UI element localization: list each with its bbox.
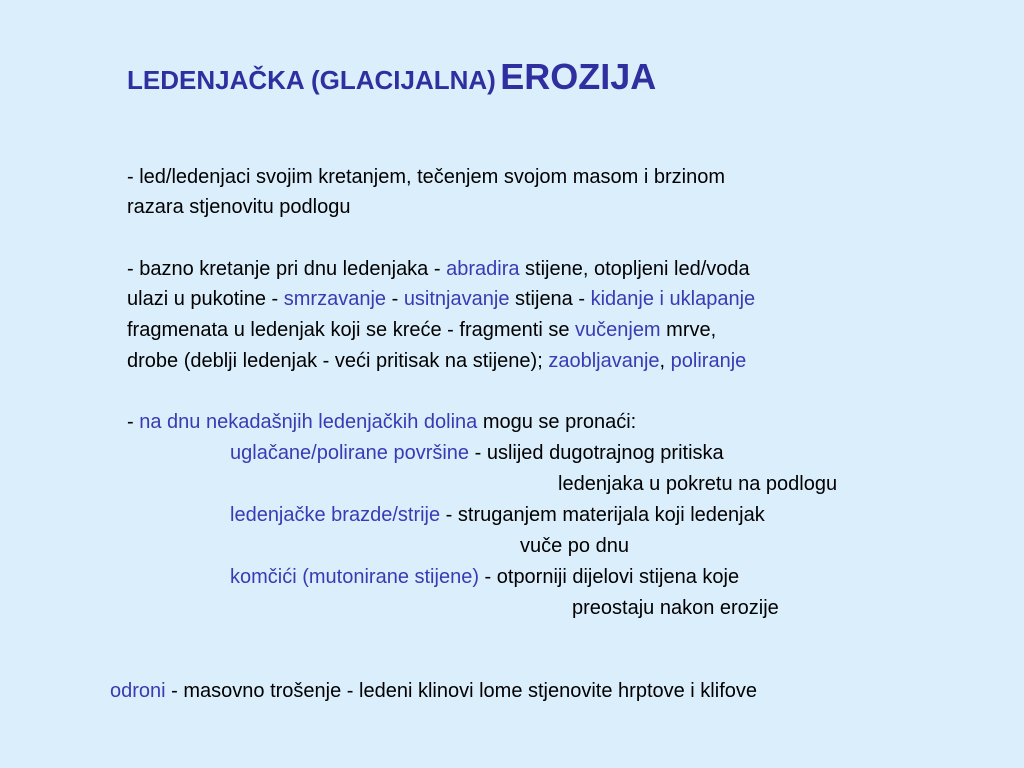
text: - uslijed dugotrajnog pritiska — [469, 442, 724, 464]
text: mogu se pronaći: — [477, 411, 637, 433]
p3-line-1 — [127, 407, 636, 437]
p3-item-1-cont: ledenjaka u pokretu na podlogu — [558, 473, 838, 495]
text: fragmenata u ledenjak koji se kreće - fragmenti se — [127, 319, 575, 341]
text: - masovno trošenje - ledeni klinovi lome stjenovite hrptove i klifove — [165, 680, 757, 702]
text: drobe (deblji ledenjak - veći pritisak na stijene); — [127, 350, 549, 372]
term-abradira: abradira — [446, 258, 520, 280]
text: - bazno kretanje pri dnu ledenjaka - — [127, 258, 447, 280]
term-poliranje: poliranje — [670, 350, 747, 372]
term-smrzavanje: smrzavanje — [283, 288, 387, 310]
text: - otporniji dijelovi stijena koje — [478, 566, 740, 588]
footer-line — [110, 676, 757, 706]
p1-line-2: razara stjenovitu podlogu — [127, 196, 351, 218]
p2-line-4 — [127, 346, 746, 376]
term-usitnjavanje: usitnjavanje — [403, 288, 510, 310]
p2-line-1 — [127, 254, 750, 284]
p2-line-2 — [127, 284, 755, 314]
term-odroni: odroni — [110, 680, 166, 702]
text: , — [659, 350, 671, 372]
text: - — [127, 411, 140, 433]
p2-line-3 — [127, 315, 716, 345]
term-brazde: ledenjačke brazde/strije — [230, 504, 441, 526]
p3-item-3 — [230, 562, 739, 592]
text: stijena - — [509, 288, 591, 310]
term-vucenjem: vučenjem — [575, 319, 661, 341]
title-part-2: EROZIJA — [500, 56, 657, 97]
term-zaobljavanje: zaobljavanje — [548, 350, 660, 372]
title-part-1: LEDENJAČKA (GLACIJALNA) — [127, 65, 496, 95]
term-dolina: na dnu nekadašnjih ledenjačkih dolina — [139, 411, 478, 433]
text: ulazi u pukotine - — [127, 288, 284, 310]
term-kidanje: kidanje i uklapanje — [590, 288, 756, 310]
p3-item-2 — [230, 500, 765, 530]
text: mrve, — [660, 319, 717, 341]
text: - struganjem materijala koji ledenjak — [440, 504, 765, 526]
text: - — [386, 288, 404, 310]
p3-item-3-cont: preostaju nakon erozije — [572, 597, 779, 619]
p1-line-1: - led/ledenjaci svojim kretanjem, tečenjem svojom masom i brzinom — [127, 166, 725, 188]
term-komcici: komčići (mutonirane stijene) — [230, 566, 479, 588]
p3-item-1 — [230, 438, 724, 468]
text: stijene, otopljeni led/voda — [519, 258, 750, 280]
p3-item-2-cont: vuče po dnu — [520, 535, 629, 557]
term-polirane: uglačane/polirane površine — [230, 442, 470, 464]
slide-title — [127, 56, 656, 98]
